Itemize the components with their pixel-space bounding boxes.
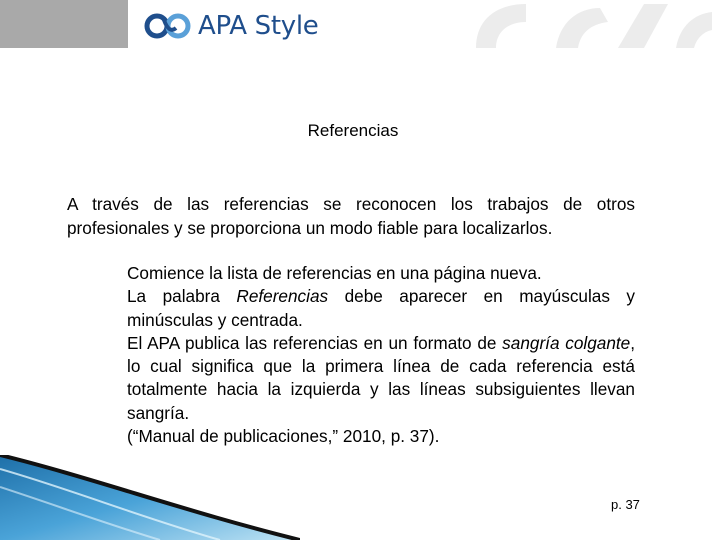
page-number: p. 37 bbox=[611, 497, 640, 512]
background-watermark bbox=[468, 0, 720, 48]
guideline-heading-word bbox=[127, 285, 635, 332]
text-span: La palabra bbox=[127, 286, 237, 307]
citation: (“Manual de publicaciones,” 2010, p. 37). bbox=[127, 426, 440, 447]
apa-logo bbox=[142, 8, 318, 44]
text-span: debe aparecer en mayúsculas y minúsculas y centrada. bbox=[127, 286, 636, 330]
header-gray-block bbox=[0, 0, 128, 48]
italic-term: Referencias bbox=[236, 286, 329, 307]
guidelines-block bbox=[127, 262, 635, 448]
apa-logo-icon bbox=[142, 8, 194, 44]
text-span: , lo cual significa que la primera línea de cada referencia está totalmente hacia la izquierda y las líneas subsiguientes llevan sangría. bbox=[127, 332, 635, 423]
guideline-hanging-indent bbox=[127, 332, 635, 425]
corner-swoosh-decoration bbox=[0, 455, 300, 540]
slide-title: Referencias bbox=[307, 121, 399, 140]
guideline-new-page: Comience la lista de referencias en una página nueva. bbox=[127, 263, 542, 283]
text-span: El APA publica las referencias en un formato de bbox=[127, 332, 503, 353]
intro-paragraph: A través de las referencias se reconocen los trabajos de otros profesionales y se proporciona un modo fiable para localizarlos. bbox=[67, 194, 635, 238]
italic-term: sangría colgante bbox=[502, 332, 631, 353]
brand-name: APA Style bbox=[198, 11, 319, 41]
header-bar bbox=[0, 0, 720, 48]
